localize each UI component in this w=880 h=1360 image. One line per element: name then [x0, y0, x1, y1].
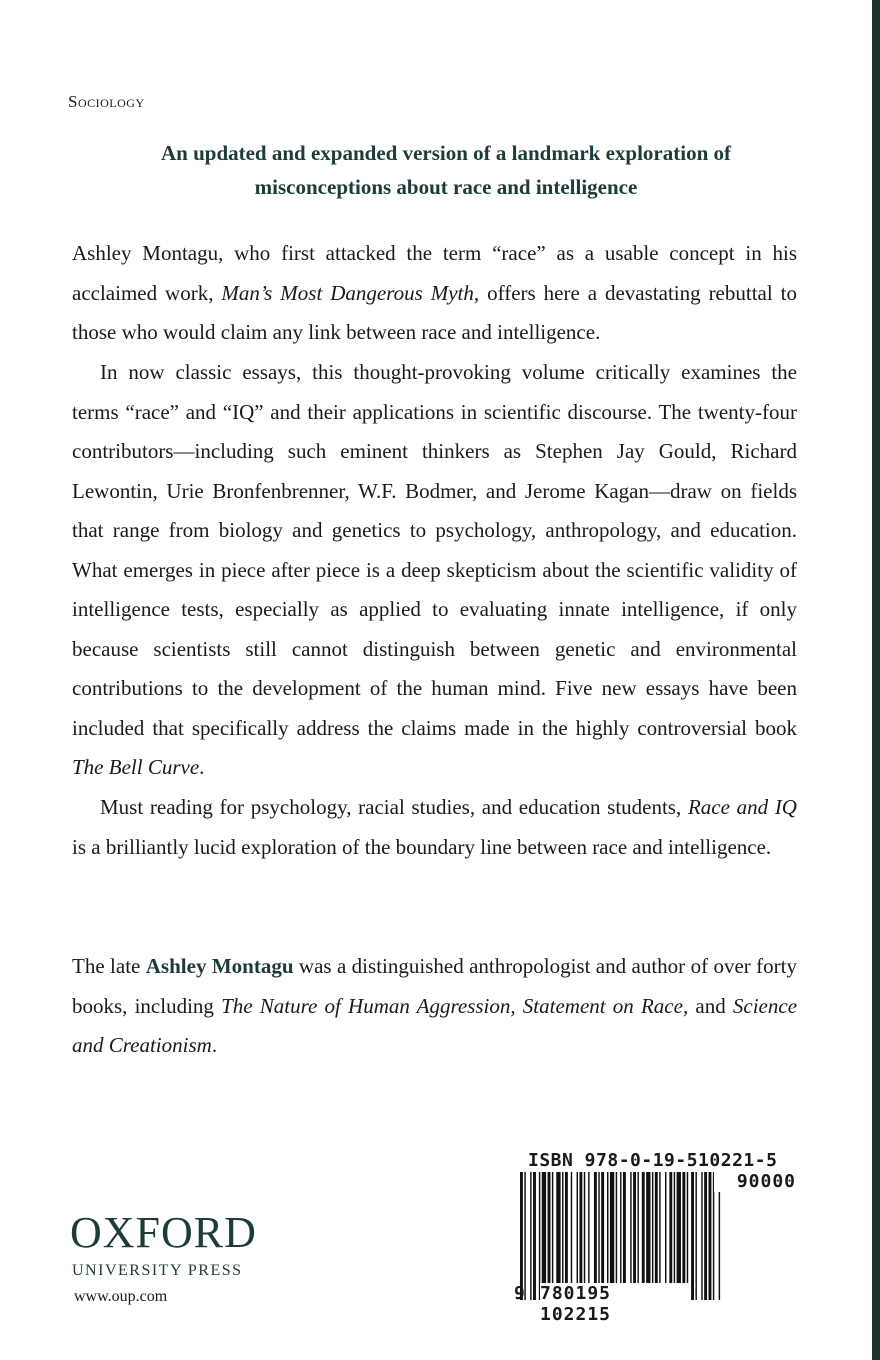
intro-text-2: , offers here a devastating rebuttal to those who would claim any link between race and intelligence.: [72, 280, 797, 344]
category-label: Sociology: [68, 92, 145, 111]
headline-line-2: misconceptions about race and intelligence: [254, 175, 638, 199]
description-book-title: The Bell Curve: [72, 755, 200, 779]
bio-text-4: .: [211, 1033, 218, 1057]
publisher-subtitle: UNIVERSITY PRESS: [72, 1262, 243, 1279]
price-code: 90000: [714, 1171, 796, 1192]
bio-text-1: The late: [72, 954, 146, 978]
ean-first-digit: 9: [514, 1283, 525, 1304]
ean-digits: 780195 102215: [540, 1283, 690, 1325]
recommendation-book-title: Race and IQ: [687, 795, 797, 819]
bio-book-title-2: Science and Creationism: [72, 993, 798, 1057]
isbn-text: ISBN 978-0-19-510221-5: [528, 1150, 778, 1171]
recommendation-text-2: is a brilliantly lucid exploration of the boundary line between race and intelligence.: [72, 834, 772, 859]
recommendation-text-1: Must reading for psychology, racial studies, and education students,: [100, 795, 688, 819]
author-bio: [72, 947, 797, 1066]
recommendation-paragraph: [72, 788, 797, 867]
headline-line-1: An updated and expanded version of a landmark exploration of: [160, 141, 731, 165]
description-text-1: In now classic essays, this thought-provoking volume critically examines the terms “race” and “IQ” and their applications in scientific discourse. The twenty-four contributors—including such eminent thinkers as Stephen Jay Gould, Richard Lewontin, Urie Bronfenbrenner, W.F. Bodmer, and Jerome Kagan—draw on fields that range from biology and genetics to psychology, anthropology, and education. What emerges in piece after piece is a deep skepticism about the scientific validity of intelligence tests, especially as applied to evaluating innate intelligence, if only because scientists still cannot distinguish between genetic and environmental contributions to the development of the human mind. Five new essays have been included that specifically address the claims made in the highly controversial book: [72, 360, 797, 740]
description-text-2: .: [199, 755, 205, 779]
spine-edge: [872, 0, 880, 1360]
intro-book-title: Man’s Most Dangerous Myth: [221, 280, 474, 305]
publisher-logo: [70, 1210, 257, 1280]
bio-text-2: was a distinguished anthropologist and author of over forty books, including: [72, 954, 797, 1018]
description-paragraph: [72, 353, 797, 788]
publisher-url[interactable]: www.oup.com: [74, 1288, 168, 1305]
intro-paragraph: [72, 234, 797, 353]
intro-text-1: Ashley Montagu, who first attacked the term “race” as a usable concept in his acclaimed work,: [72, 241, 797, 305]
bio-book-titles: The Nature of Human Aggression, Statement on Race,: [221, 993, 689, 1018]
publisher-wordmark: OXFORD: [70, 1208, 257, 1257]
bio-author-name: Ashley Montagu: [145, 954, 294, 978]
headline: [70, 136, 822, 204]
bio-text-3: and: [688, 993, 733, 1018]
